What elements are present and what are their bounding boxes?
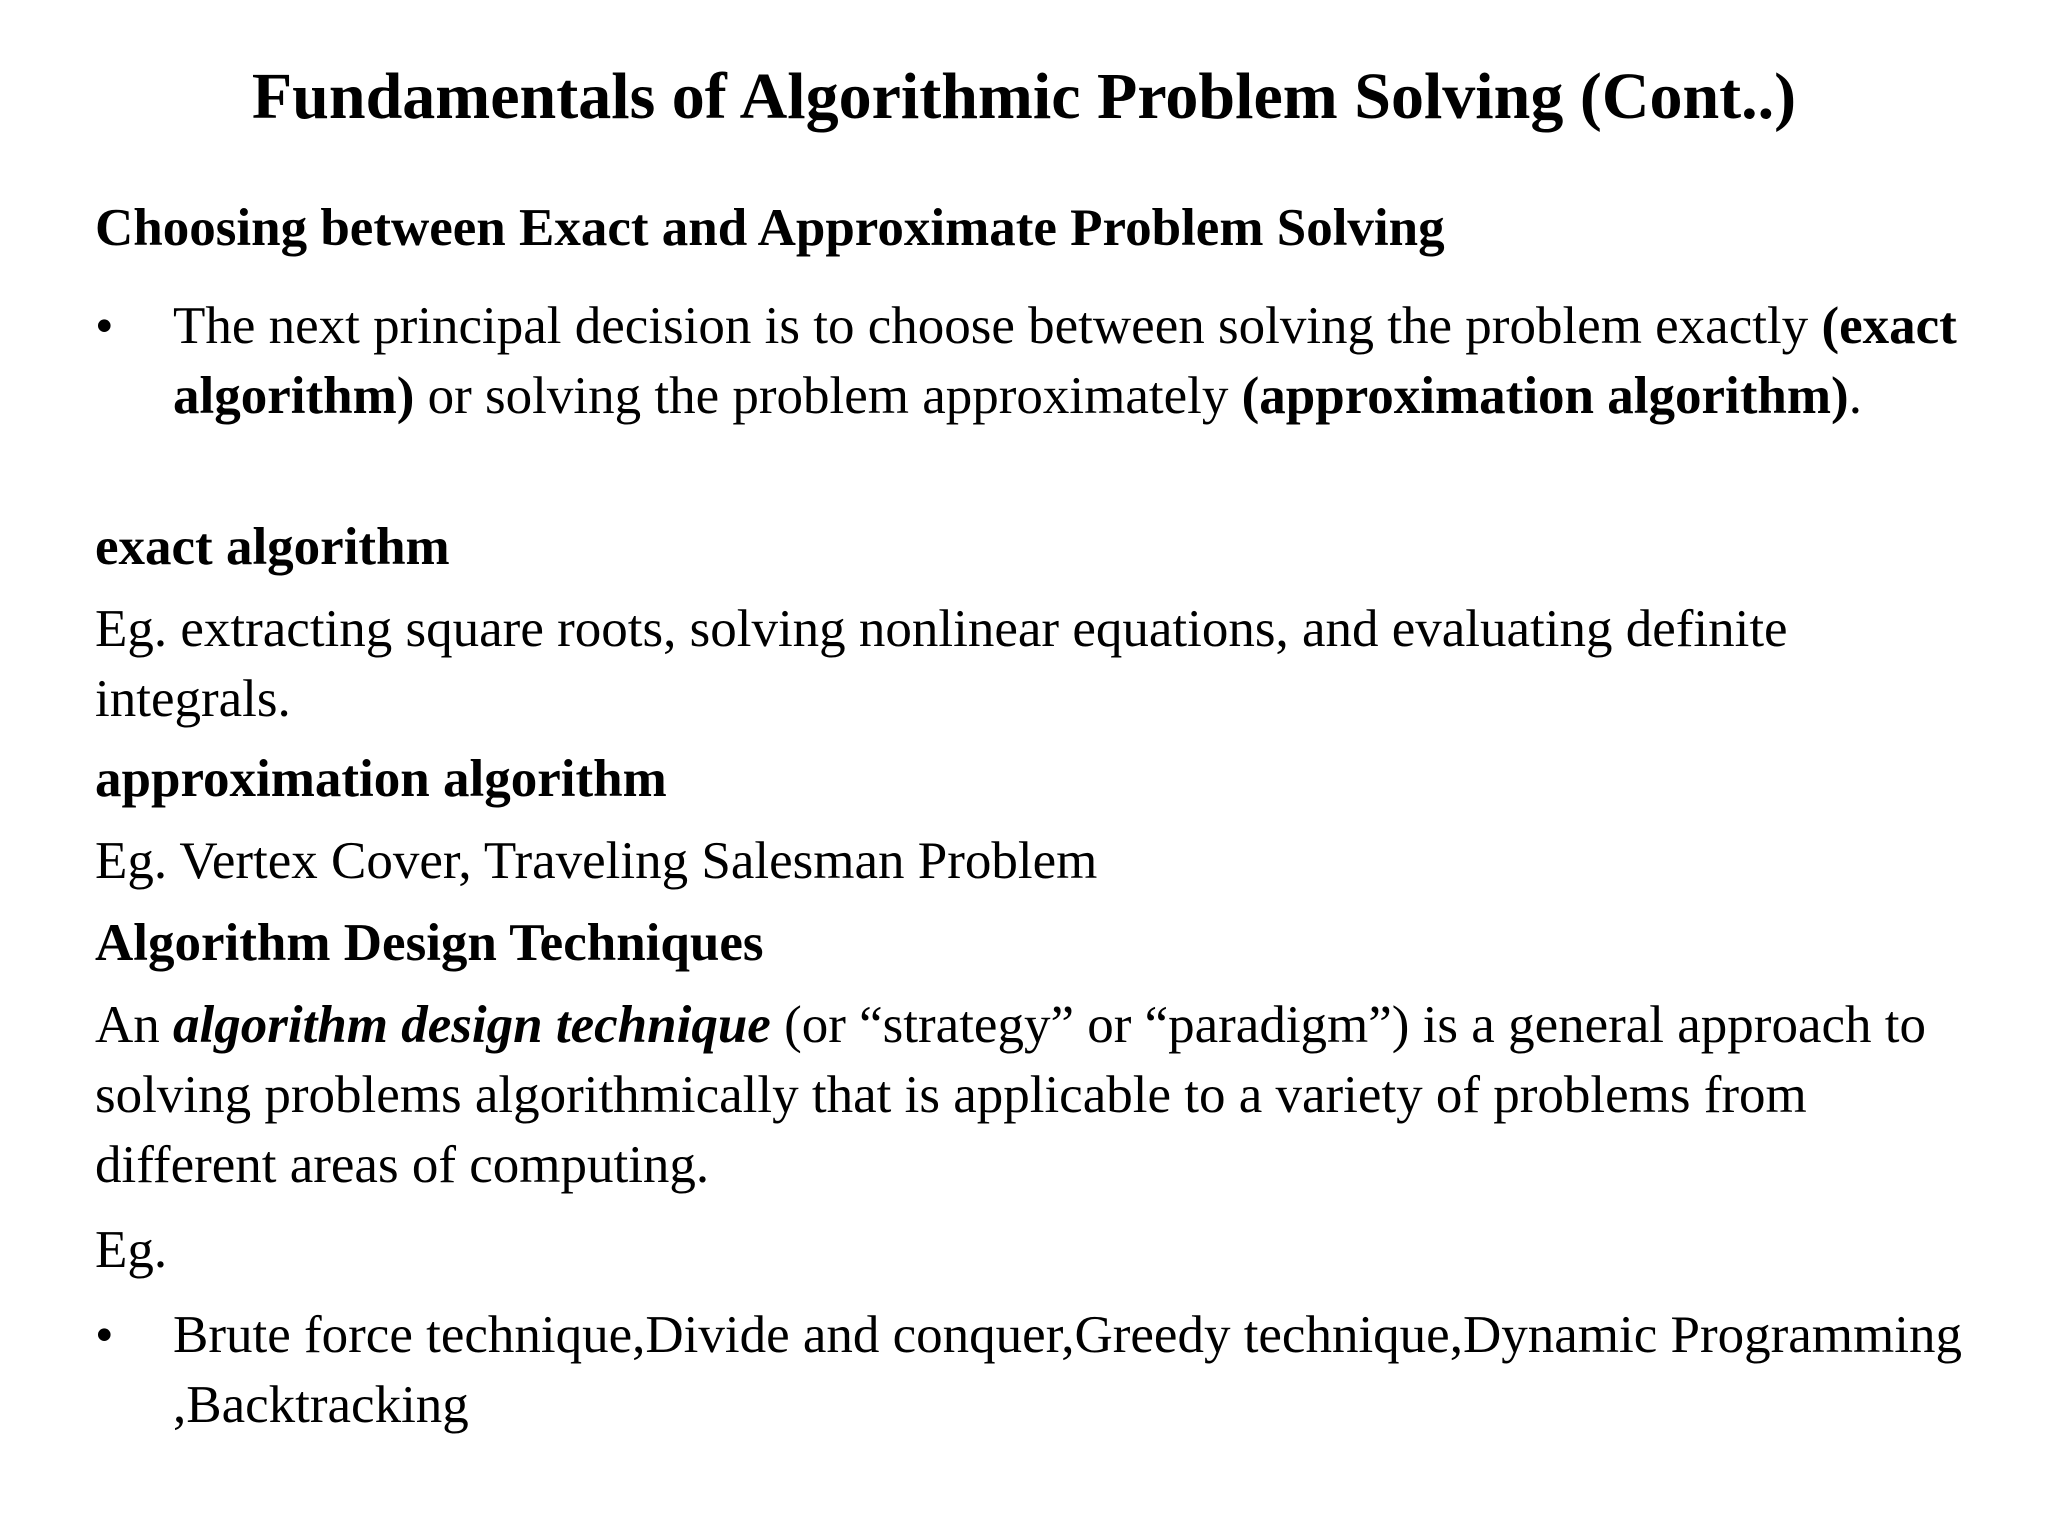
slide-title: Fundamentals of Algorithmic Problem Solving (Cont..)	[251, 60, 1797, 133]
heading-exact-algorithm: exact algorithm	[95, 518, 450, 576]
heading-design-techniques: Algorithm Design Techniques	[95, 914, 764, 972]
bullet-text-part: or solving the problem approximately	[414, 367, 1242, 425]
bullet-symbol: •	[95, 297, 114, 355]
design-technique-paragraph	[95, 990, 1975, 1200]
bullet-bold-approx: (approximation algorithm)	[1241, 367, 1849, 425]
paragraph-text-part: An	[95, 996, 174, 1054]
bullet-bold-exact: (exact algorithm)	[173, 297, 1957, 425]
exact-algorithm-example: Eg. extracting square roots, solving nonlinear equations, and evaluating definite integrals.	[95, 600, 1788, 728]
bullet-text	[173, 291, 1975, 431]
bullet-text-part: .	[1848, 367, 1862, 425]
eg-label: Eg.	[95, 1221, 168, 1279]
approximation-algorithm-example: Eg. Vertex Cover, Traveling Salesman Problem	[95, 832, 1098, 890]
section-heading-exact-vs-approx: Choosing between Exact and Approximate Problem Solving	[95, 199, 1445, 257]
heading-approximation-algorithm: approximation algorithm	[95, 750, 667, 808]
bullet-item-techniques	[95, 1300, 1975, 1440]
paragraph-emphasis: algorithm design technique	[173, 996, 771, 1054]
bullet-symbol: •	[95, 1306, 114, 1364]
bullet-text: Brute force technique,Divide and conquer,Greedy technique,Dynamic Programming ,Backtracking	[173, 1306, 1962, 1434]
bullet-text-part: The next principal decision is to choose between solving the problem exactly	[173, 297, 1822, 355]
bullet-item-decision	[95, 291, 1975, 431]
paragraph-text-part: (or “strategy” or “paradigm”) is a general approach to solving problems algorithmically that is applicable to a variety of problems from different areas of computing.	[95, 996, 1926, 1194]
